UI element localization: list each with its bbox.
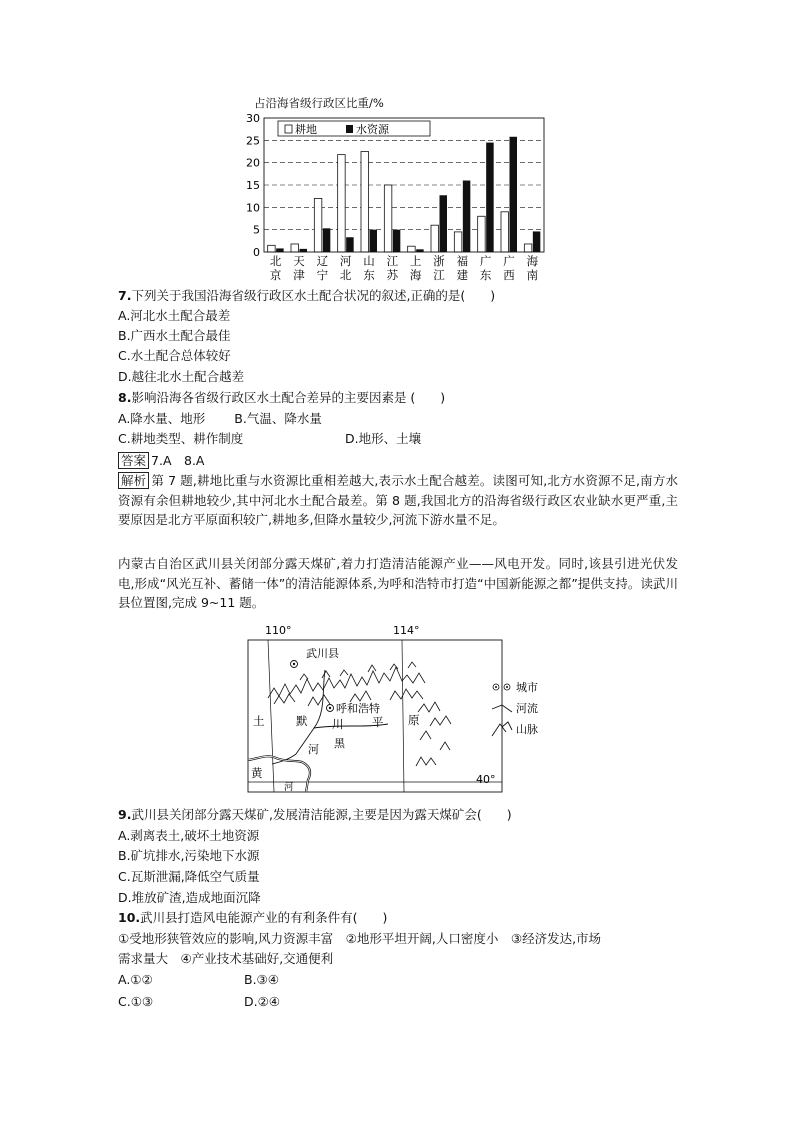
bar-water — [370, 230, 378, 252]
river-network — [272, 670, 388, 764]
x-tick-label-bottom: 东 — [479, 268, 492, 282]
meridian-110 — [268, 640, 274, 792]
bar-cropland — [501, 212, 509, 252]
x-tick-label-bottom: 建 — [456, 268, 469, 282]
q7-option-b[interactable]: B.广西水土配合最佳 — [118, 328, 231, 343]
analysis-label: 解析 — [118, 472, 149, 489]
x-tick-label-top: 天 — [293, 254, 305, 268]
x-tick-label-top: 山 — [363, 254, 375, 268]
question-10 — [118, 909, 387, 927]
x-tick-label-bottom: 津 — [293, 268, 305, 282]
q7-option-a[interactable]: A.河北水土配合最差 — [118, 308, 231, 323]
bar-cropland — [478, 216, 486, 252]
y-tick-label: 0 — [253, 246, 260, 259]
bar-water — [510, 137, 518, 252]
city-icon-dot — [329, 707, 331, 709]
q8-options-ab[interactable]: A.降水量、地形 B.气温、降水量 — [118, 411, 322, 426]
q8-option-d[interactable]: D.地形、土壤 — [345, 431, 422, 446]
q8-option-c[interactable]: C.耕地类型、耕作制度 — [118, 431, 244, 446]
question-stem: 影响沿海各省级行政区水土配合差异的主要因素是 ( ) — [131, 390, 446, 405]
longitude-114-label: 114° — [393, 624, 420, 637]
bar-cropland — [291, 244, 299, 252]
river-char-he: 河 — [308, 743, 319, 756]
x-tick-label-bottom: 海 — [409, 268, 422, 282]
x-tick-label-top: 海 — [526, 254, 539, 268]
bar-water — [323, 228, 331, 252]
analysis-paragraph — [118, 471, 678, 530]
q10-option-b[interactable]: B.③④ — [244, 972, 279, 987]
x-tick-label-bottom: 南 — [526, 268, 539, 282]
chart-title: 占沿海省级行政区比重/% — [254, 96, 384, 110]
bar-cropland — [314, 198, 322, 252]
bar-cropland — [361, 152, 369, 253]
x-tick-label-top: 辽 — [316, 254, 329, 268]
bar-cropland — [384, 185, 392, 252]
y-tick-label: 20 — [246, 156, 260, 170]
huanghe-char-1: 黄 — [251, 766, 263, 780]
y-tick-label: 5 — [253, 223, 260, 237]
city-icon-dot — [293, 663, 295, 665]
bar-cropland — [431, 225, 439, 252]
plain-char-2: 默 — [296, 714, 308, 728]
bar-water — [276, 248, 284, 252]
question-number: 7. — [118, 288, 132, 303]
x-tick-label-top: 广 — [479, 254, 492, 268]
x-tick-label-top: 福 — [456, 254, 469, 268]
legend-city-label: 城市 — [516, 681, 538, 694]
river-char-hei: 黑 — [334, 737, 345, 750]
y-tick-label: 15 — [246, 179, 260, 192]
longitude-110-label: 110° — [265, 624, 292, 637]
city-hohhot — [327, 705, 334, 712]
chart-legend — [278, 121, 430, 136]
meridian-114 — [402, 640, 404, 792]
x-tick-label-bottom: 东 — [363, 268, 375, 282]
question-number: 8. — [118, 390, 132, 405]
q9-option-a[interactable]: A.剥离表土,破坏土地资源 — [118, 828, 260, 843]
question-stem: 武川县打造风电能源产业的有利条件有( ) — [140, 910, 388, 925]
city-label-hohhot: 呼和浩特 — [336, 702, 380, 715]
map-legend — [492, 681, 538, 736]
q10-option-d[interactable]: D.②④ — [244, 994, 281, 1009]
x-tick-label-top: 江 — [386, 254, 399, 268]
x-tick-label-bottom: 江 — [433, 268, 445, 282]
city-icon-dot — [495, 686, 497, 688]
location-map — [240, 620, 540, 800]
y-tick-label: 25 — [246, 134, 260, 148]
plain-char-4: 平 — [372, 715, 384, 729]
legend-swatch-water — [346, 125, 353, 133]
bar-chart — [240, 92, 560, 287]
x-tick-label-top: 河 — [339, 254, 352, 268]
y-tick-label: 10 — [246, 201, 260, 215]
question-9 — [118, 806, 512, 824]
x-tick-label-top: 浙 — [433, 254, 445, 268]
x-tick-label-top: 上 — [409, 254, 422, 268]
bar-water — [300, 249, 308, 252]
x-tick-label-bottom: 京 — [269, 268, 282, 282]
q10-conditions-line-1: ①受地形狭管效应的影响,风力资源丰富 ②地形平坦开阔,人口密度小 ③经济发达,市场 — [118, 931, 602, 946]
plain-char-1: 土 — [253, 714, 265, 728]
legend-river-label: 河流 — [516, 702, 538, 715]
plain-char-3: 川 — [332, 717, 344, 731]
legend-label-water: 水资源 — [356, 123, 389, 136]
bar-cropland — [524, 244, 532, 252]
q9-option-c[interactable]: C.瓦斯泄漏,降低空气质量 — [118, 869, 260, 884]
question-stem: 武川县关闭部分露天煤矿,发展清洁能源,主要是因为露天煤矿会( ) — [131, 807, 512, 822]
latitude-40-label: 40° — [476, 773, 496, 786]
legend-swatch-cropland — [285, 125, 292, 133]
x-tick-label-bottom: 宁 — [316, 268, 329, 282]
question-number: 10. — [118, 910, 141, 925]
q10-conditions-line-2: 需求量大 ④产业技术基础好,交通便利 — [118, 951, 334, 966]
question-stem: 下列关于我国沿海省级行政区水土配合状况的叙述,正确的是( ) — [131, 288, 496, 303]
intro-paragraph: 内蒙古自治区武川县关闭部分露天煤矿,着力打造清洁能源产业——风电开发。同时,该县引进光伏发电,形成“风光互补、蓄储一体”的清洁能源体系,为呼和浩特市打造“中国新能源之都”提供支持。读武川县位置图,完成 9~11 题。 — [118, 556, 678, 610]
bar-water — [463, 181, 471, 252]
x-tick-label-bottom: 西 — [503, 268, 515, 282]
question-8 — [118, 389, 445, 407]
bar-cropland — [408, 246, 416, 252]
q7-option-c[interactable]: C.水土配合总体较好 — [118, 348, 231, 363]
bar-cropland — [454, 232, 462, 252]
bar-cropland — [268, 245, 276, 252]
q7-option-d[interactable]: D.越往北水土配合越差 — [118, 369, 245, 384]
legend-mountain-label: 山脉 — [516, 723, 538, 736]
bar-water — [440, 195, 448, 252]
x-tick-label-top: 广 — [503, 254, 515, 268]
question-number: 9. — [118, 807, 132, 822]
analysis-text: 第 7 题,耕地比重与水资源比重相差越大,表示水土配合越差。读图可知,北方水资源不足,南方水资源有余但耕地较少,其中河北水土配合最差。第 8 题,我国北方的沿海省级行政区农业缺水更严重,主要原因是北方平原面积较广,耕地多,但降水量较少,河流下游水量不足。 — [118, 473, 678, 527]
q10-option-c[interactable]: C.①③ — [118, 994, 154, 1009]
chart-bars — [268, 137, 541, 252]
q9-option-d[interactable]: D.堆放矿渣,造成地面沉降 — [118, 890, 261, 905]
bar-water — [346, 237, 354, 252]
x-tick-label-top: 北 — [269, 254, 282, 268]
answer-label: 答案 — [118, 452, 149, 469]
x-tick-label-bottom: 苏 — [386, 268, 399, 282]
legend-label-cropland: 耕地 — [295, 123, 317, 136]
q9-option-b[interactable]: B.矿坑排水,污染地下水源 — [118, 848, 260, 863]
answer-line — [118, 452, 204, 470]
x-tick-label-bottom: 北 — [339, 268, 352, 282]
huanghe-char-2: 河 — [284, 782, 294, 793]
question-7 — [118, 287, 495, 305]
plain-char-5: 原 — [408, 713, 420, 727]
city-label-wuchuan: 武川县 — [306, 647, 339, 660]
bar-water — [533, 231, 541, 252]
y-axis — [246, 112, 260, 259]
bar-cropland — [338, 155, 346, 252]
bar-water — [393, 230, 401, 252]
city-wuchuan — [291, 661, 298, 668]
city-icon-dot — [506, 686, 508, 688]
bar-water — [486, 143, 494, 252]
y-tick-label: 30 — [246, 112, 260, 125]
q10-option-a[interactable]: A.①② — [118, 972, 153, 987]
answer-text: 7.A 8.A — [151, 453, 205, 468]
x-axis-labels — [270, 254, 539, 282]
